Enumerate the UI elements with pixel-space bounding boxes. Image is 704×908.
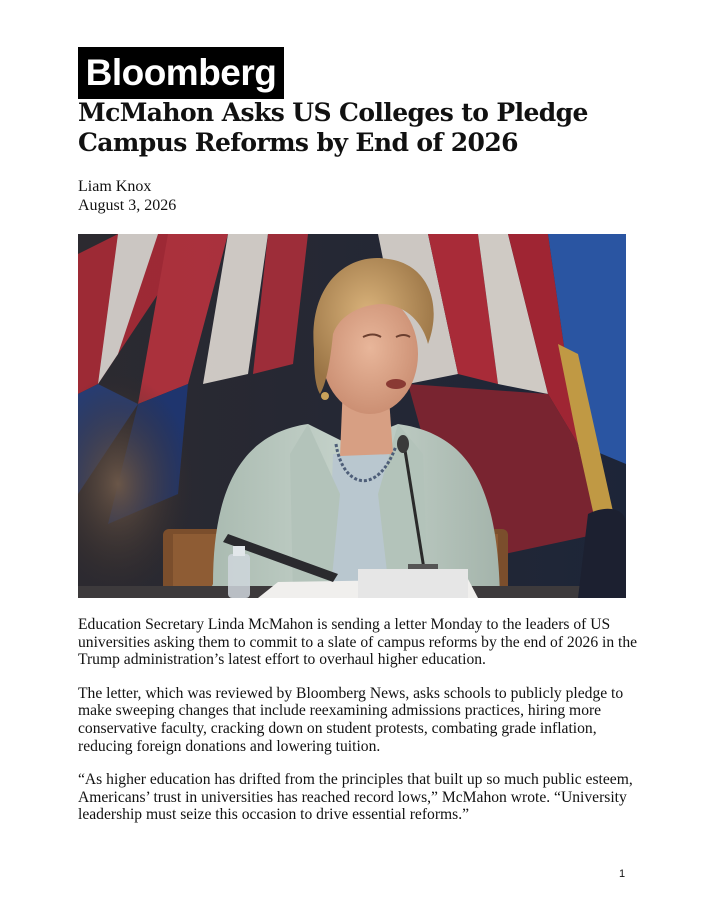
author-name: Liam Knox xyxy=(78,178,152,195)
paragraph-2: The letter, which was reviewed by Bloomberg News, asks schools to publicly pledge to make sweeping changes that include reexamining admissions practices, hiring more conservative faculty, cracking down on student protests, combating grade inflation, reducing foreign donations and lowering tuition. xyxy=(78,684,624,755)
publish-date: August 3, 2026 xyxy=(78,197,177,214)
page-number: 1 xyxy=(619,868,626,880)
article-headline: McMahon Asks US Colleges to Pledge Campus Reforms by End of 2026 xyxy=(78,98,588,157)
paragraph-3: “As higher education has drifted from the principles that built up so much public esteem, Americans’ trust in universities has reached record lows,” McMahon wrote. “University leadership must seize this occasion to drive essential reforms.” xyxy=(78,771,633,824)
paragraph-1: Education Secretary Linda McMahon is sending a letter Monday to the leaders of US universities asking them to commit to a slate of campus reforms by the end of 2026 in the Trump administration’s latest effort to overhaul higher education. xyxy=(78,616,638,669)
byline xyxy=(78,177,176,215)
article-body xyxy=(78,616,638,840)
article-photo xyxy=(78,234,626,598)
bloomberg-logo: Bloomberg xyxy=(78,47,284,99)
